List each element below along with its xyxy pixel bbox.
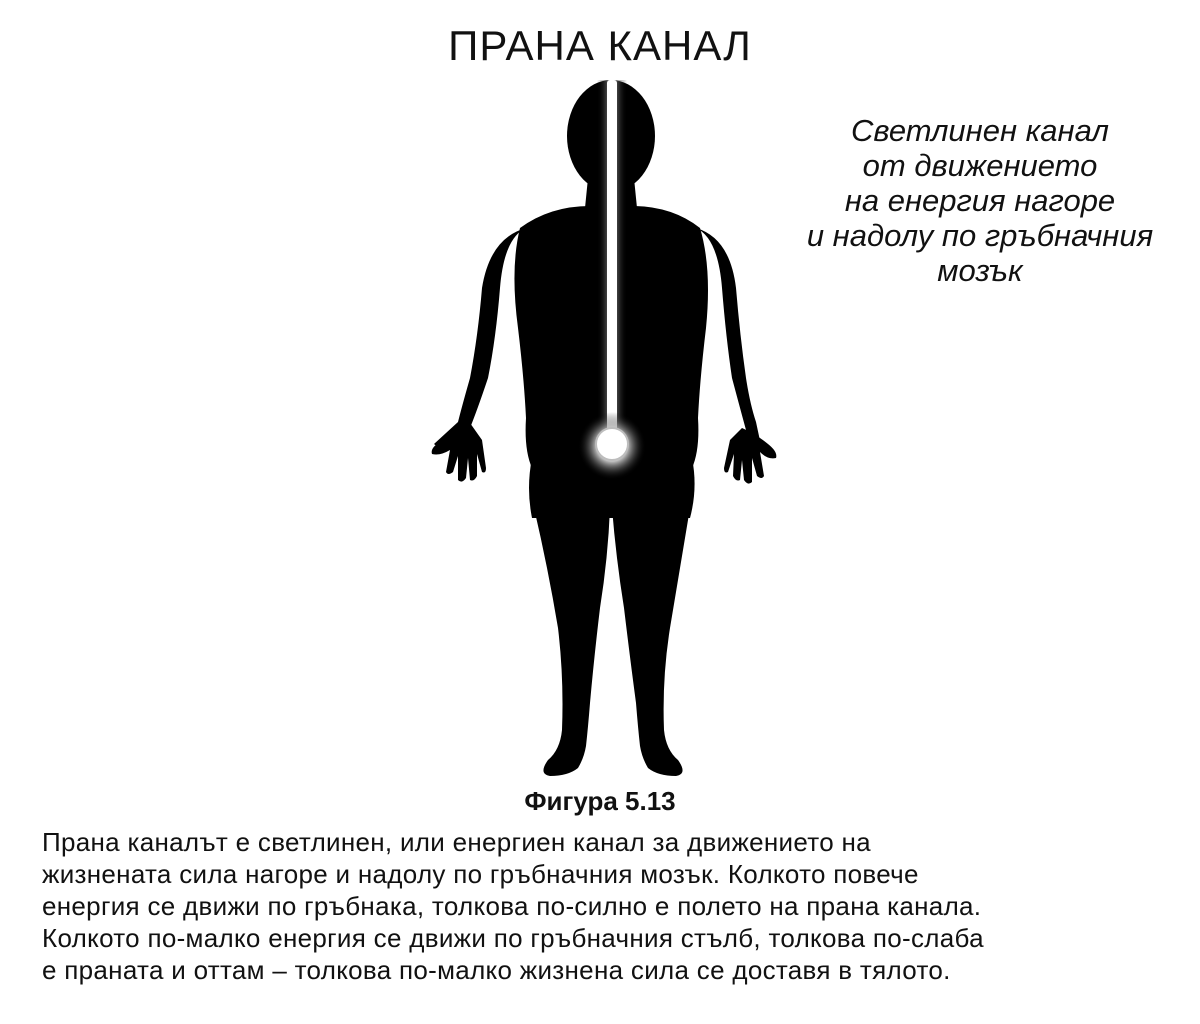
human-silhouette-illustration xyxy=(400,78,820,798)
body-paragraph xyxy=(42,826,1182,986)
prana-channel-figure xyxy=(400,78,820,798)
side-caption xyxy=(770,113,1190,288)
body-line: Прана каналът е светлинен, или енергиен канал за движението на xyxy=(42,827,871,857)
side-caption-line: от движението xyxy=(862,148,1098,183)
page-title: ПРАНА КАНАЛ xyxy=(448,22,752,69)
side-caption-line: и надолу по гръбначния xyxy=(806,218,1154,253)
body-line: е праната и оттам – толкова по-малко жизнена сила се доставя в тялото. xyxy=(42,955,951,985)
figure-label: Фигура 5.13 xyxy=(524,786,676,816)
side-caption-line: мозък xyxy=(937,253,1023,288)
side-caption-line: на енергия нагоре xyxy=(844,183,1116,218)
body-line: енергия се движи по гръбнака, толкова по-силно е полето на прана канала. xyxy=(42,891,982,921)
side-caption-line: Светлинен канал xyxy=(851,113,1109,148)
body-line: Колкото по-малко енергия се движи по гръбначния стълб, толкова по-слаба xyxy=(42,923,984,953)
body-line: жизнената сила нагоре и надолу по гръбначния мозък. Колкото повече xyxy=(42,859,919,889)
